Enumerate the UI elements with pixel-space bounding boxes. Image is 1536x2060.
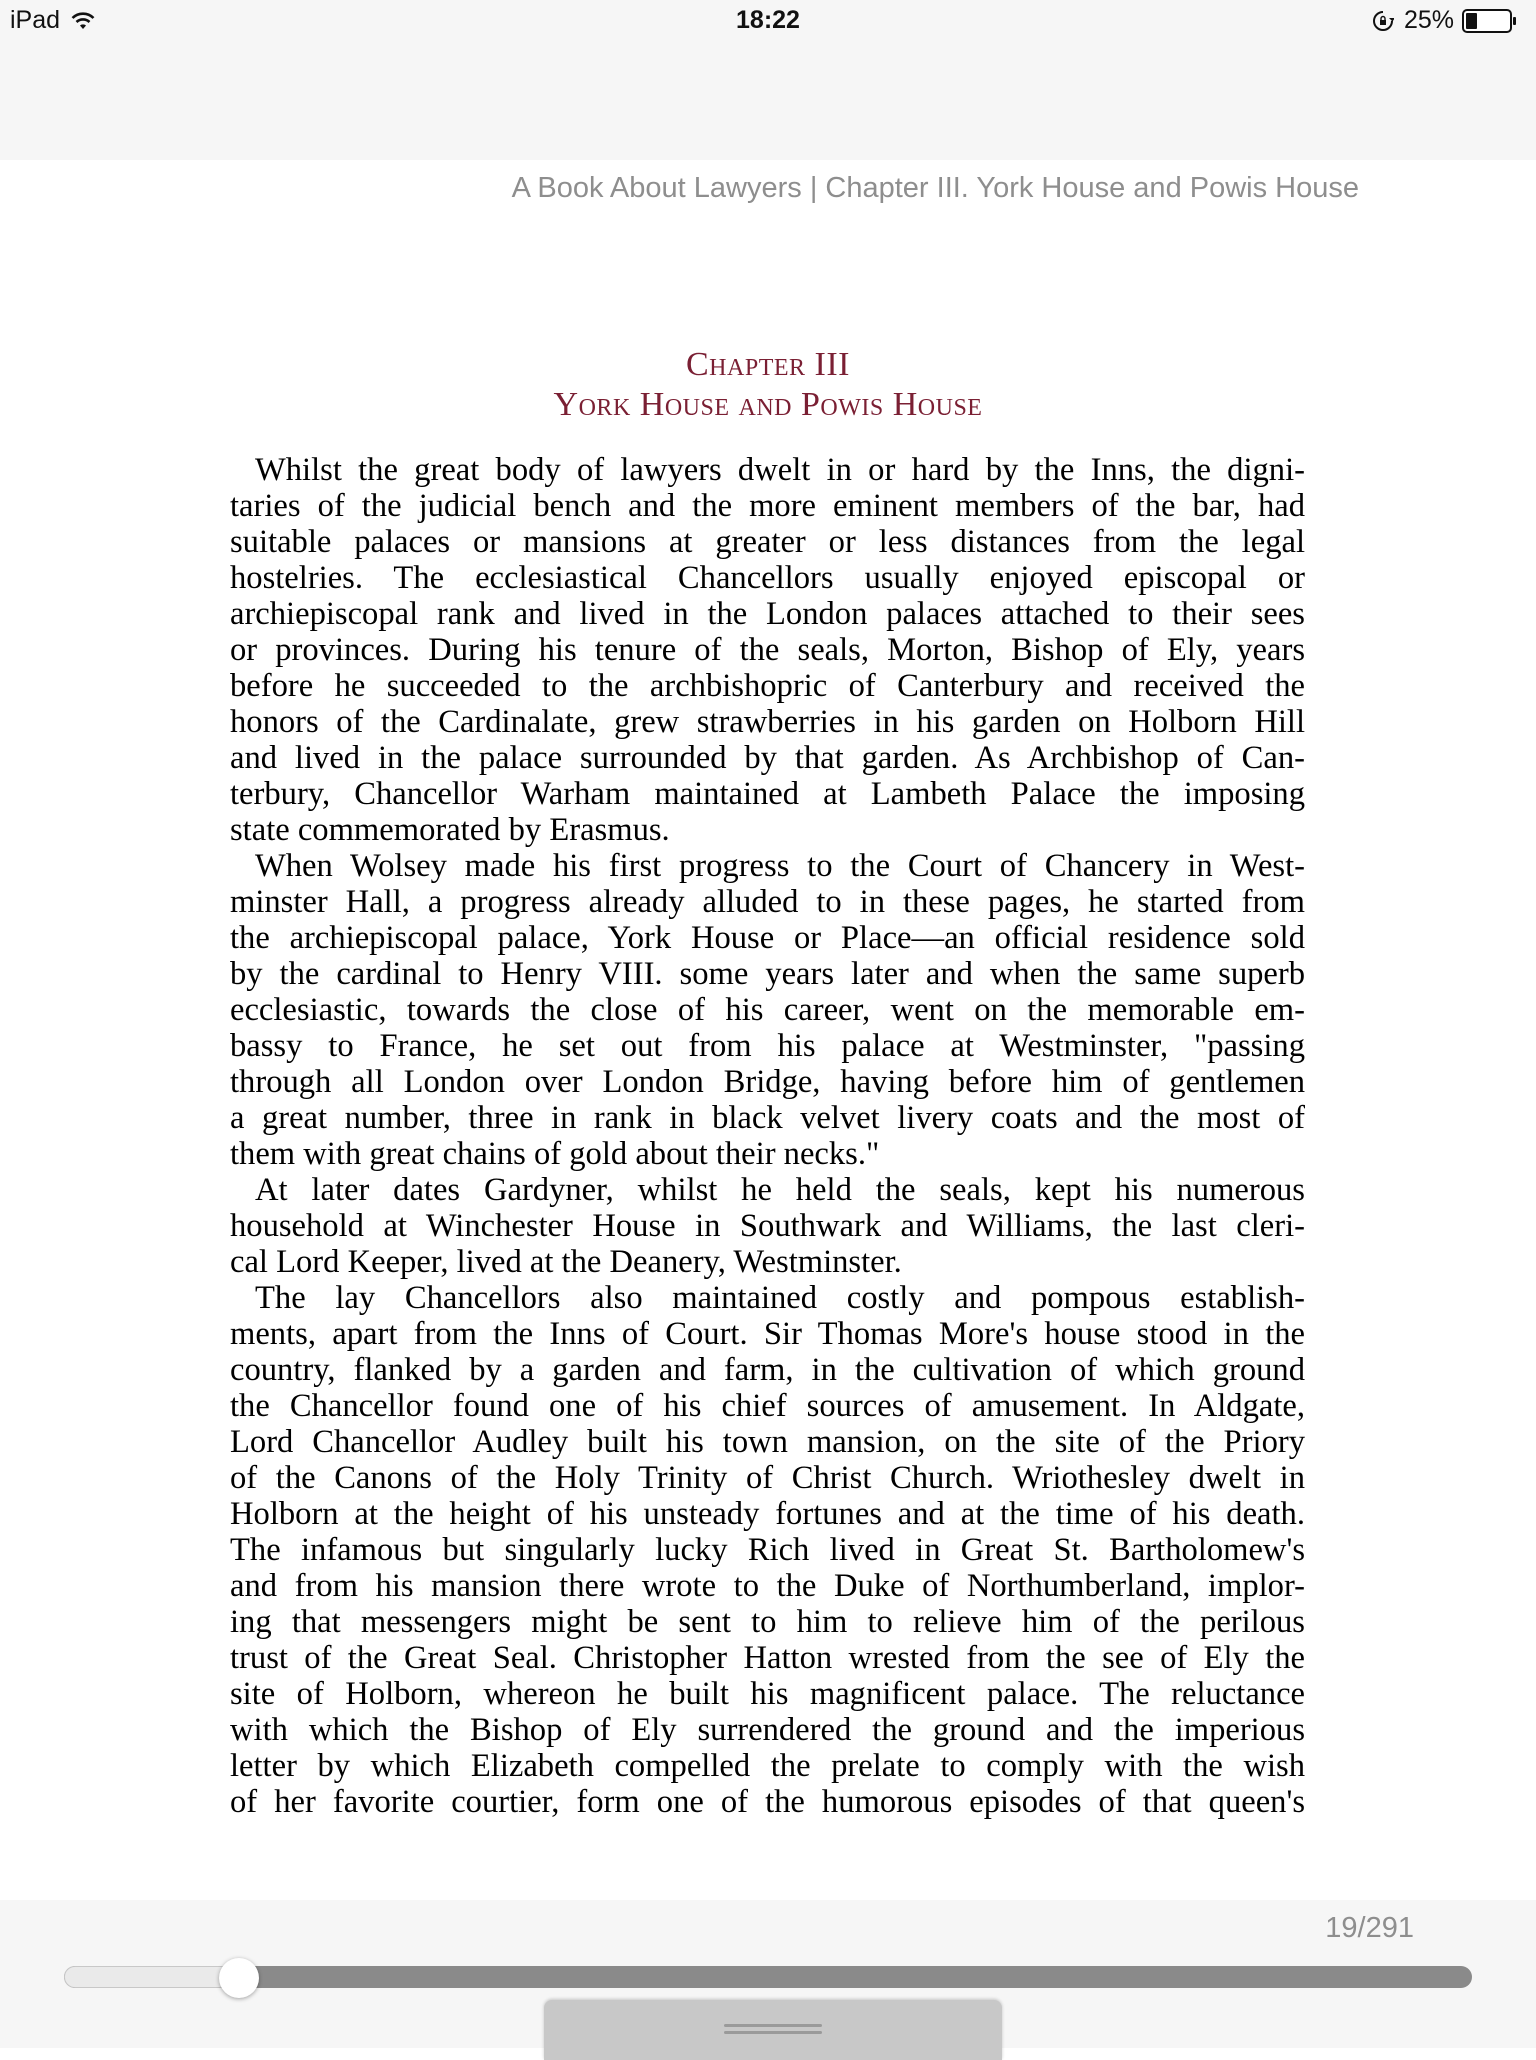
- chapter-heading: [0, 345, 1536, 425]
- text-line: hostelries. The ecclesiastical Chancellors usually enjoyed episcopal or: [230, 560, 1305, 596]
- text-line: Lord Chancellor Audley built his town mansion, on the site of the Priory: [230, 1424, 1305, 1460]
- text-line: Whilst the great body of lawyers dwelt in or hard by the Inns, the digni-: [255, 452, 1305, 488]
- text-line: When Wolsey made his first progress to the Court of Chancery in West-: [255, 848, 1305, 884]
- text-line: taries of the judicial bench and the more eminent members of the bar, had: [230, 488, 1305, 524]
- text-line: ing that messengers might be sent to him to relieve him of the perilous: [230, 1604, 1305, 1640]
- text-line: cal Lord Keeper, lived at the Deanery, Westminster.: [230, 1244, 902, 1280]
- text-line: The infamous but singularly lucky Rich lived in Great St. Bartholomew's: [230, 1532, 1305, 1568]
- text-line: minster Hall, a progress already alluded to in these pages, he started from: [230, 884, 1305, 920]
- text-line: At later dates Gardyner, whilst he held the seals, kept his numerous: [255, 1172, 1305, 1208]
- text-line: terbury, Chancellor Warham maintained at Lambeth Palace the imposing: [230, 776, 1305, 812]
- orientation-lock-icon: [1372, 10, 1394, 32]
- text-line: or provinces. During his tenure of the seals, Morton, Bishop of Ely, years: [230, 632, 1305, 668]
- text-line: Holborn at the height of his unsteady fortunes and at the time of his death.: [230, 1496, 1305, 1532]
- text-line: state commemorated by Erasmus.: [230, 812, 670, 848]
- text-line: them with great chains of gold about their necks.": [230, 1136, 880, 1172]
- paragraph: [230, 848, 1305, 1172]
- text-line: ecclesiastic, towards the close of his career, went on the memorable em-: [230, 992, 1305, 1028]
- text-line: with which the Bishop of Ely surrendered the ground and the imperious: [230, 1712, 1305, 1748]
- page-slider-thumb[interactable]: [219, 1958, 259, 1998]
- text-line: bassy to France, he set out from his palace at Westminster, "passing: [230, 1028, 1305, 1064]
- paragraph: [230, 1172, 1305, 1280]
- text-line: household at Winchester House in Southwark and Williams, the last cleri-: [230, 1208, 1305, 1244]
- text-line: suitable palaces or mansions at greater or less distances from the legal: [230, 524, 1305, 560]
- text-line: of the Canons of the Holy Trinity of Christ Church. Wriothesley dwelt in: [230, 1460, 1305, 1496]
- grip-icon: [724, 2031, 822, 2034]
- text-line: and lived in the palace surrounded by that garden. As Archbishop of Can-: [230, 740, 1305, 776]
- running-header: A Book About Lawyers | Chapter III. York House and Powis House: [511, 172, 1359, 204]
- text-line: of her favorite courtier, form one of the humorous episodes of that queen's: [230, 1784, 1305, 1820]
- page-slider-track[interactable]: [64, 1966, 1472, 1988]
- text-line: country, flanked by a garden and farm, in the cultivation of which ground: [230, 1352, 1305, 1388]
- paragraph: [230, 452, 1305, 848]
- paragraph: [230, 1280, 1305, 1820]
- chapter-title: York House and Powis House: [553, 386, 983, 423]
- battery-percent: 25%: [1403, 6, 1454, 34]
- text-line: site of Holborn, whereon he built his magnificent palace. The reluctance: [230, 1676, 1305, 1712]
- book-text: [230, 452, 1305, 1820]
- text-line: and from his mansion there wrote to the Duke of Northumberland, implor-: [230, 1568, 1305, 1604]
- status-right: [1372, 6, 1518, 35]
- status-time: 18:22: [736, 6, 800, 34]
- page-slider-fill: [64, 1966, 239, 1988]
- battery-icon: [1462, 8, 1518, 34]
- text-line: the archiepiscopal palace, York House or Place—an official residence sold: [230, 920, 1305, 956]
- text-line: honors of the Cardinalate, grew strawberries in his garden on Holborn Hill: [230, 704, 1305, 740]
- text-line: by the cardinal to Henry VIII. some years later and when the same superb: [230, 956, 1305, 992]
- chapter-number: Chapter III: [686, 346, 850, 383]
- text-line: a great number, three in rank in black velvet livery coats and the most of: [230, 1100, 1305, 1136]
- device-name: iPad: [10, 6, 61, 34]
- text-line: trust of the Great Seal. Christopher Hatton wrested from the see of Ely the: [230, 1640, 1305, 1676]
- text-line: before he succeeded to the archbishopric of Canterbury and received the: [230, 668, 1305, 704]
- status-bar: [0, 0, 1536, 160]
- text-line: ments, apart from the Inns of Court. Sir Thomas More's house stood in the: [230, 1316, 1305, 1352]
- text-line: through all London over London Bridge, having before him of gentlemen: [230, 1064, 1305, 1100]
- text-line: archiepiscopal rank and lived in the London palaces attached to their sees: [230, 596, 1305, 632]
- toolbar-pull-tab[interactable]: [544, 2000, 1002, 2060]
- text-line: the Chancellor found one of his chief sources of amusement. In Aldgate,: [230, 1388, 1305, 1424]
- text-line: The lay Chancellors also maintained costly and pompous establish-: [255, 1280, 1305, 1316]
- text-line: letter by which Elizabeth compelled the prelate to comply with the wish: [230, 1748, 1305, 1784]
- page-indicator: 19/291: [1325, 1912, 1414, 1944]
- grip-icon: [724, 2024, 822, 2027]
